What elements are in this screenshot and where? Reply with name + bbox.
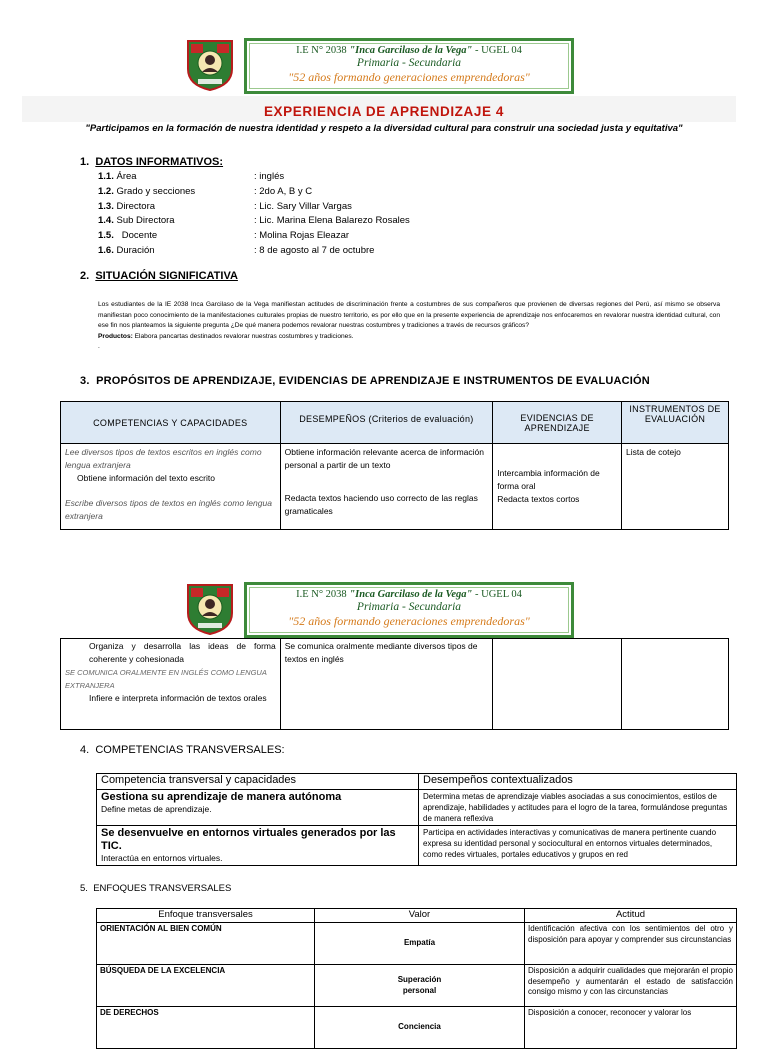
table-row (97, 965, 737, 1007)
competencia-name: Se desenvuelve en entornos virtuales generados por las TIC. (101, 827, 396, 852)
table-row (61, 639, 729, 730)
school-banner (186, 582, 574, 638)
desempenos-cell (280, 444, 493, 530)
header-evidencias: EVIDENCIAS DE APRENDIZAJE (493, 402, 622, 444)
school-name-line: I.E N° 2038 "Inca Garcilaso de la Vega" - UGEL 04 (296, 589, 522, 600)
table-row (97, 790, 737, 826)
section4-heading: 4. COMPETENCIAS TRANSVERSALES: (80, 744, 285, 756)
header-actitud: Actitud (525, 909, 737, 923)
school-levels-line: Primaria - Secundaria (356, 57, 462, 69)
instrumentos-cell (622, 639, 729, 730)
enfoque-cell: ORIENTACIÓN AL BIEN COMÚN (97, 923, 315, 965)
actitud-cell: Identificación afectiva con los sentimientos del otro y disposición para apoyar y comprender sus circunstancias (525, 923, 737, 965)
info-row-area: 1.1. Área : inglés (98, 171, 285, 182)
valor-cell: Conciencia (315, 1007, 525, 1049)
competencia-comunica: SE COMUNICA ORALMENTE EN INGLÉS COMO LENGUA EXTRANJERA (65, 668, 267, 690)
evidencia-2: Redacta textos cortos (497, 494, 580, 504)
situacion-paragraph: Los estudiantes de la IE 2038 Inca Garcilaso de la Vega manifiestan actitudes de discriminación frente a costumbres de sus compañeros que provienen de diversas regiones del Perú, así mismo se observa manifiestan poco conocimiento de la manifestaciones culturales propias de nuestro territorio, es por ello que en la presente experiencia de aprendizaje nos enfocaremos en revalorar nuestra identidad cultural, con ese fin nos planteamos la siguiente pregunta ¿De qué manera podemos revalorar nuestras costumbres y tradiciones a través de recursos gráficos? Productos: Elabora pancartas destinados revalorar nuestras costumbres y tradiciones. . (98, 301, 720, 351)
header-desempenos-contextualizados: Desempeños contextualizados (419, 774, 737, 790)
info-row-docente: 1.5. Docente : Molina Rojas Eleazar (98, 230, 350, 242)
school-banner (186, 38, 574, 94)
banner-box (244, 582, 574, 638)
competencias-cell (61, 639, 281, 730)
table-row (97, 1007, 737, 1049)
capacidad-text: Define metas de aprendizaje. (101, 804, 212, 814)
valor-cell: Empatía (315, 923, 525, 965)
header-instrumentos: INSTRUMENTOS DE EVALUACIÓN (622, 402, 729, 444)
evidencias-cell (493, 639, 622, 730)
desempenos-cell: Se comunica oralmente mediante diversos tipos de textos en inglés (280, 639, 493, 730)
header-desempenos: DESEMPEÑOS (Criterios de evaluación) (280, 402, 493, 444)
competencia-lee: Lee diversos tipos de textos escritos en inglés como lengua extranjera (65, 447, 262, 470)
competencia-escribe: Escribe diversos tipos de textos en inglés como lengua extranjera (65, 498, 272, 521)
desempeno-text: Determina metas de aprendizaje viables asociadas a sus conocimientos, estilos de aprendizaje, habilidades y actitudes para el logro de la tarea, formulándose preguntas de manera reflexiva (419, 790, 737, 826)
evidencia-1: Intercambia información de forma oral (497, 468, 600, 491)
propositos-table-continued (60, 638, 729, 730)
section1-heading: 1. DATOS INFORMATIVOS: (80, 156, 224, 168)
school-motto-line: "52 años formando generaciones emprendedoras" (288, 614, 530, 628)
header-competencias: COMPETENCIAS Y CAPACIDADES (61, 402, 281, 444)
school-crest-icon (186, 583, 234, 635)
section3-heading: 3. PROPÓSITOS DE APRENDIZAJE, EVIDENCIAS DE APRENDIZAJE E INSTRUMENTOS DE EVALUACIÓN (80, 375, 650, 387)
capacidad-obtiene: Obtiene información del texto escrito (77, 473, 215, 483)
evidencias-cell (493, 444, 622, 530)
actitud-cell: Disposición a adquirir cualidades que mejorarán el propio desempeño y aumentarán el estado de satisfacción consigo mismo y con las circunstancias (525, 965, 737, 1007)
instrumentos-cell: Lista de cotejo (622, 444, 729, 530)
header-enfoque: Enfoque transversales (97, 909, 315, 923)
school-crest-icon (186, 39, 234, 91)
actitud-cell: Disposición a conocer, reconocer y valorar los (525, 1007, 737, 1049)
enfoque-cell: BÚSQUEDA DE LA EXCELENCIA (97, 965, 315, 1007)
banner-box (244, 38, 574, 94)
info-row-subdirectora: 1.4. Sub Directora : Lic. Marina Elena Balarezo Rosales (98, 215, 410, 227)
competencia-cell (97, 790, 419, 826)
competencia-name: Gestiona su aprendizaje de manera autónoma (101, 791, 342, 803)
valor-cell: Superación personal (315, 965, 525, 1007)
enfoque-cell: DE DERECHOS (97, 1007, 315, 1049)
desempeno-2: Redacta textos haciendo uso correcto de las reglas gramaticales (284, 493, 478, 516)
info-list (98, 171, 410, 260)
section2-heading: 2. SITUACIÓN SIGNIFICATIVA (80, 270, 238, 282)
section5-heading: 5. ENFOQUES TRANSVERSALES (80, 883, 232, 894)
enfoques-table (96, 908, 737, 1049)
header-valor: Valor (315, 909, 525, 923)
school-motto-line: "52 años formando generaciones emprendedoras" (288, 70, 530, 84)
school-name-line: I.E N° 2038 "Inca Garcilaso de la Vega" - UGEL 04 (296, 45, 522, 56)
info-row-duracion: 1.6. Duración : 8 de agosto al 7 de octubre (98, 244, 375, 256)
desempeno-text: Participa en actividades interactivas y comunicativas de manera pertinente cuando expresa su identidad personal y sociocultural en entornos virtuales determinados, como redes virtuales, portales educativos y grupos en red (419, 826, 737, 866)
info-row-grado: 1.2. Grado y secciones : 2do A, B y C (98, 185, 313, 197)
header-competencia-transversal: Competencia transversal y capacidades (97, 774, 419, 790)
page-subtitle: "Participamos en la formación de nuestra identidad y respeto a la diversidad cultural para construir una sociedad justa y equitativa" (85, 123, 683, 134)
desempeno-1: Obtiene información relevante acerca de información personal a partir de un texto (284, 447, 484, 470)
competencias-transversales-table (96, 773, 737, 866)
capacidad-organiza: Organiza y desarrolla las ideas de forma coherente y cohesionada (89, 641, 276, 664)
school-levels-line: Primaria - Secundaria (356, 601, 462, 613)
competencias-cell (61, 444, 281, 530)
table-row (61, 444, 729, 530)
table-row (97, 826, 737, 866)
propositos-table (60, 401, 729, 530)
capacidad-text: Interactúa en entornos virtuales. (101, 853, 223, 863)
page-title: EXPERIENCIA DE APRENDIZAJE 4 (263, 104, 505, 119)
capacidad-infiere: Infiere e interpreta información de textos orales (89, 693, 267, 703)
table-row (97, 923, 737, 965)
competencia-cell (97, 826, 419, 866)
info-row-directora: 1.3. Directora : Lic. Sary Villar Vargas (98, 200, 352, 212)
